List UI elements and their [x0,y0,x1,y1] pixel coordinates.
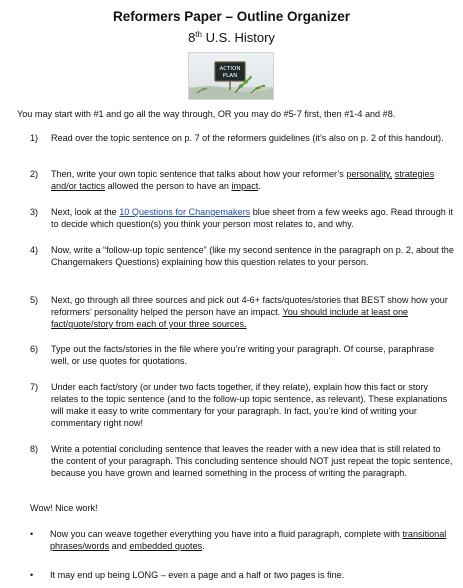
step-text: Type out the facts/stories in the file where you’re writing your paragraph. Of course, paraphrase well, or use quotes for quotations. [51,344,435,366]
step-text: Read over the topic sentence on p. 7 of the reformers guidelines (it’s also on p. 2 of this handout). [51,133,444,143]
step-text-part: blue sheet from a few weeks ago. Read through it to decide which question(s) you think your person most relates to, and why. [51,207,453,229]
step-text-part: Then, write your own topic sentence that talks about how your reformer’s [51,169,347,179]
step-number: 7) [30,382,39,392]
sign-text-line2: PLAN [222,73,238,79]
action-plan-illustration [189,53,273,99]
step-number: 1) [30,133,39,143]
changemakers-link[interactable]: 10 Questions for Changemakers [119,207,251,217]
step-number: 2) [30,169,39,179]
bullet-text-part: and [109,541,130,551]
bullet-dot: • [30,570,34,580]
bullet-dot: • [30,529,34,539]
underlined-impact: impact [231,181,259,191]
step-text-part: Next, look at the [51,207,120,217]
bullet-text: It may end up being LONG – even a page and a half or two pages is fine. [50,570,345,580]
step-number: 8) [30,444,39,454]
step-text: Under each fact/story (or under two facts together, if they relate), explain how this fact or story relates to the topic sentence (and to the follow-up topic sentence, as relevant). These explanations will make it easy to write commentary for your paragraph. In fact, you’re kind of writing your commentary right now! [51,382,448,428]
step-text-part: Next, go through all three sources and pick out 4-6+ facts/quotes/stories that BEST show how your reformers’ personality helped the person have an impact. [51,295,448,317]
step-text [51,294,454,330]
step-text-part: allowed the person to have an [105,181,232,191]
page-subtitle [0,27,463,46]
step-number: 4) [30,245,39,255]
sign-text-line1: ACTION [219,66,241,72]
subtitle-superscript: th [195,30,202,39]
step-text [51,206,454,230]
step-number: 5) [30,295,39,305]
step-text: Now, write a “follow-up topic sentence” (like my second sentence in the paragraph on p. 2, about the Changemakers Questions) explaining how this question relates to your person. [51,245,454,267]
underlined-three-sources: You should include at least one fact/quote/story from each of your three sources. [51,307,409,329]
subtitle-course: U.S. History [201,30,275,45]
step-text-part: . [258,181,261,191]
underlined-personality: personality, [346,169,393,179]
step-number: 6) [30,344,39,354]
step-text [51,168,454,192]
bullet-text-part: . [202,541,205,551]
intro-text: You may start with #1 and go all the way through, OR you may do #5-7 first, then #1-4 and #8. [17,109,396,119]
step-text: Write a potential concluding sentence that leaves the reader with a new idea that is still related to the content of your paragraph. This concluding sentence should NOT just repeat the topic sentence, because you have grown and learned something in the process of writing the paragraph. [51,444,453,478]
wow-text: Wow! Nice work! [30,503,98,513]
step-number: 3) [30,207,39,217]
underlined-embedded-quotes: embedded quotes [129,541,203,551]
bullet-text [50,528,450,552]
underlined-transitional: transitional phrases/words [50,529,447,551]
bullet-text-part: Now you can weave together everything you have into a fluid paragraph, complete with [50,529,403,539]
page-title: Reformers Paper – Outline Organizer [112,9,351,24]
subtitle-grade: 8 [188,30,196,45]
action-plan-image [188,52,274,100]
underlined-strategies: strategies and/or tactics [51,169,435,191]
